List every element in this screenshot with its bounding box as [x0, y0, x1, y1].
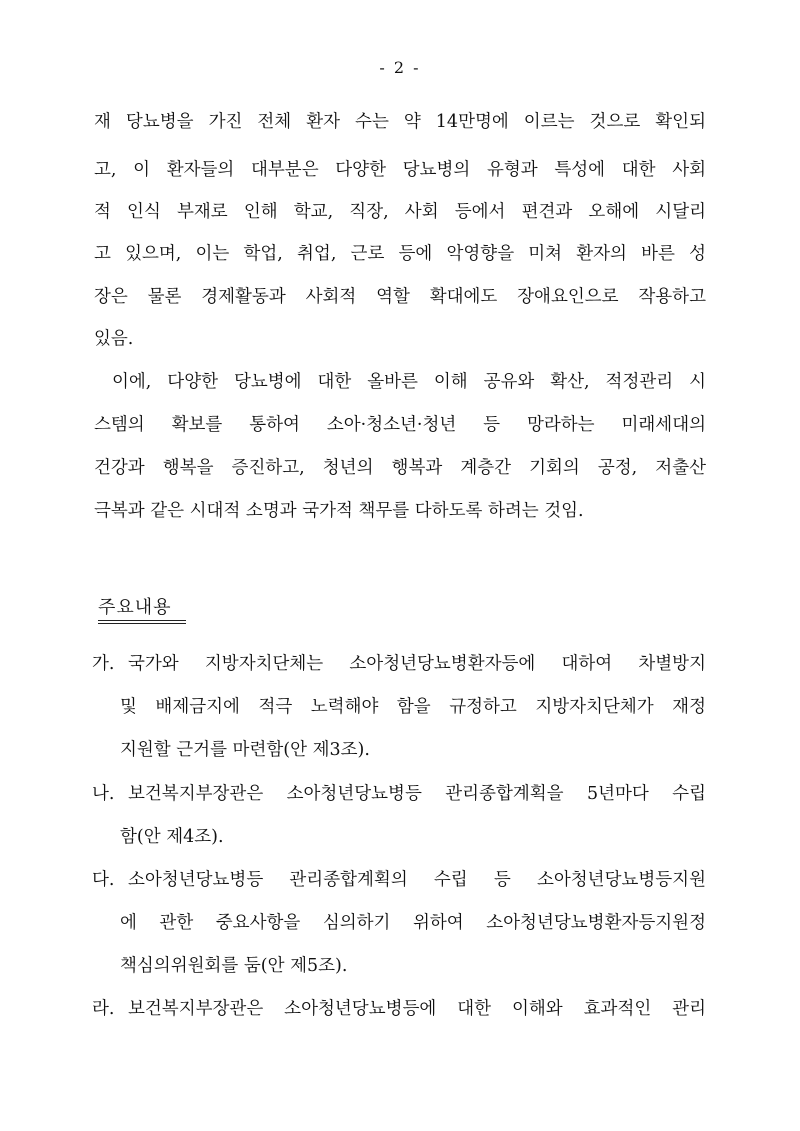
list-item-text: 소아청년당뇨병등 관리종합계획의 수립 등 소아청년당뇨병등지원	[128, 870, 706, 890]
list-item-text: 국가와 지방자치단체는 소아청년당뇨병환자등에 대하여 차별방지	[128, 654, 706, 674]
body-text-line: 이에, 다양한 당뇨병에 대한 올바른 이해 공유와 확산, 적정관리 시	[112, 372, 706, 392]
list-item-text: 및 배제금지에 적극 노력해야 함을 규정하고 지방자치단체가 재정	[120, 697, 706, 717]
list-item-marker: 가.	[92, 654, 115, 674]
list-item-text: 보건복지부장관은 소아청년당뇨병등에 대한 이해와 효과적인 관리	[128, 999, 706, 1019]
body-text-line: 건강과 행복을 증진하고, 청년의 행복과 계층간 기회의 공정, 저출산	[94, 458, 706, 478]
section-heading: 주요내용	[98, 597, 172, 618]
list-item-text: 지원할 근거를 마련함(안 제3조).	[120, 740, 370, 760]
body-text-line: 있음.	[94, 329, 134, 349]
body-text-line: 재 당뇨병을 가진 전체 환자 수는 약 14만명에 이르는 것으로 확인되	[94, 112, 706, 132]
body-text-line: 스템의 확보를 통하여 소아·청소년·청년 등 망라하는 미래세대의	[94, 415, 706, 435]
body-text-line: 고 있으며, 이는 학업, 취업, 근로 등에 악영향을 미쳐 환자의 바른 성	[94, 244, 706, 264]
body-text-line: 적 인식 부재로 인해 학교, 직장, 사회 등에서 편견과 오해에 시달리	[94, 202, 706, 222]
list-item-marker: 나.	[92, 784, 115, 804]
list-item-text: 에 관한 중요사항을 심의하기 위하여 소아청년당뇨병환자등지원정	[120, 913, 706, 933]
body-text-line: 장은 물론 경제활동과 사회적 역할 확대에도 장애요인으로 작용하고	[94, 287, 706, 307]
page-number: - 2 -	[379, 58, 421, 77]
list-item-marker: 라.	[92, 999, 115, 1019]
section-heading-underline	[98, 620, 186, 624]
list-item-text: 함(안 제4조).	[120, 827, 224, 847]
list-item-text: 책심의위원회를 둠(안 제5조).	[120, 956, 348, 976]
list-item-text: 보건복지부장관은 소아청년당뇨병등 관리종합계획을 5년마다 수립	[128, 784, 706, 804]
list-item-marker: 다.	[92, 870, 115, 890]
body-text-line: 고, 이 환자들의 대부분은 다양한 당뇨병의 유형과 특성에 대한 사회	[94, 160, 706, 180]
body-text-line: 극복과 같은 시대적 소명과 국가적 책무를 다하도록 하려는 것임.	[94, 501, 584, 521]
